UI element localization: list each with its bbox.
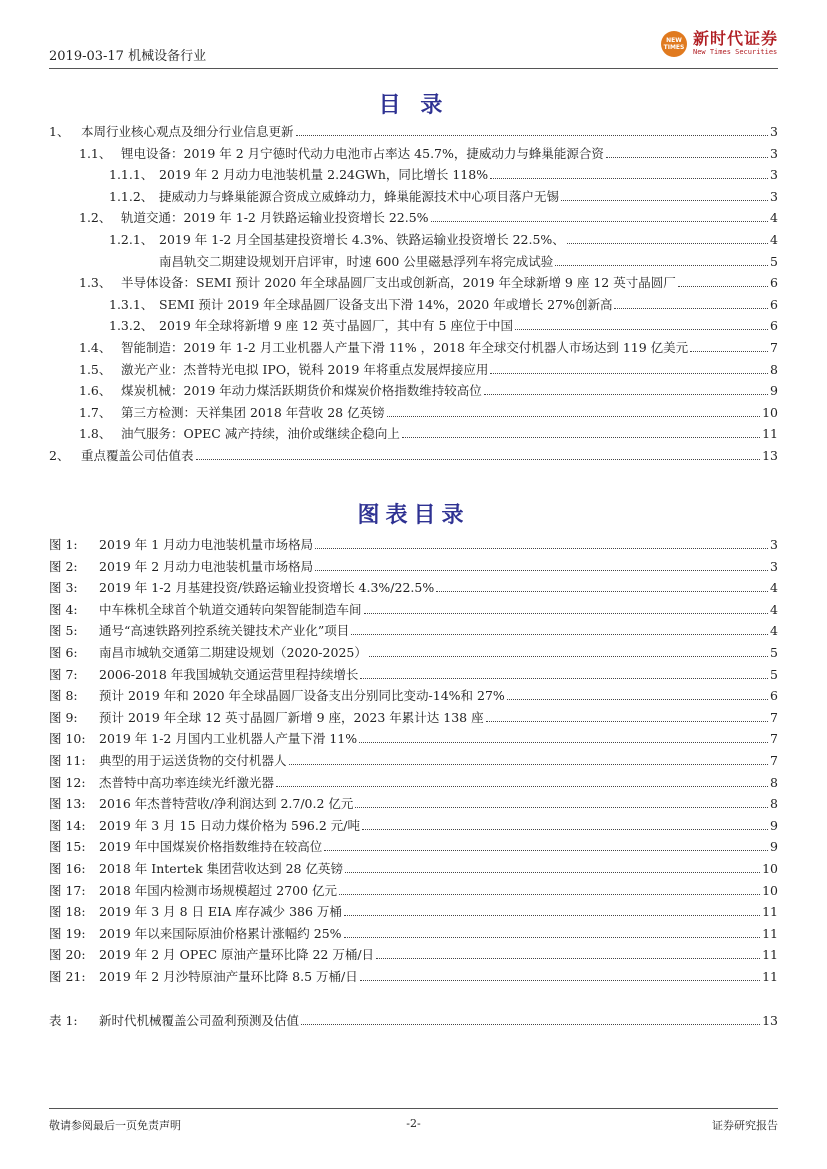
toc-entry-number: 1.6、 <box>79 383 112 399</box>
figure-entry-title: 2019 年以来国际原油价格累计涨幅约 25% <box>99 925 342 941</box>
toc-entry-number: 1.3、 <box>79 275 112 291</box>
toc-entry-page: 8 <box>770 361 778 377</box>
toc-entry[interactable] <box>49 187 778 207</box>
figure-entry-page: 4 <box>770 580 778 596</box>
figure-entry-page: 11 <box>762 947 778 963</box>
figure-entry-number: 图 14: <box>49 817 86 833</box>
toc-entry-title: 油气服务：OPEC 减产持续，油价或继续企稳向上 <box>121 426 400 442</box>
dot-leader <box>555 265 768 266</box>
dot-leader <box>344 937 761 938</box>
table-entry[interactable] <box>49 1011 778 1031</box>
figure-entry[interactable] <box>49 902 778 922</box>
figure-entry-page: 5 <box>770 645 778 660</box>
toc-entry[interactable] <box>49 424 778 444</box>
dot-leader <box>359 742 768 743</box>
figure-entry-number: 图 9: <box>49 709 78 725</box>
figure-entry[interactable] <box>49 924 778 944</box>
figure-entry-number: 图 21: <box>49 969 86 984</box>
figure-entry-title: 2019 年 1-2 月国内工业机器人产量下滑 11% <box>99 731 358 747</box>
toc-entry[interactable] <box>49 381 778 401</box>
toc-entry-page: 6 <box>770 318 778 334</box>
footer-disclaimer-note: 敬请参阅最后一页免责声明 <box>49 1119 181 1132</box>
toc-entry[interactable] <box>49 403 778 423</box>
toc-entry[interactable] <box>49 446 778 466</box>
toc-entry-title: 2019 年全球将新增 9 座 12 英寸晶圆厂，其中有 5 座位于中国 <box>159 318 513 334</box>
figure-entry-title: 2019 年 2 月动力电池装机量市场格局 <box>99 558 314 574</box>
dot-leader <box>484 394 768 395</box>
figure-entry-page: 5 <box>770 666 778 682</box>
toc-title: 目 录 <box>378 92 449 118</box>
figure-entry-title: 2019 年 2 月沙特原油产量环比降 8.5 万桶/日 <box>99 969 358 984</box>
figure-entry[interactable] <box>49 773 778 793</box>
figure-entry-number: 图 18: <box>49 904 86 920</box>
toc-entry-title: 轨道交通：2019 年 1-2 月铁路运输业投资增长 22.5% <box>121 210 429 226</box>
logo-english-name: New Times Securities <box>692 48 778 56</box>
toc-entry-number: 1.2.1、 <box>109 232 154 247</box>
figure-entry-title: 杰普特中高功率连续光纤激光器 <box>99 774 275 790</box>
toc-entry-page: 9 <box>770 383 778 399</box>
toc-entry-number: 1.7、 <box>79 404 112 420</box>
page-header <box>49 30 778 69</box>
dot-leader <box>614 308 768 309</box>
toc-entry-page: 6 <box>770 296 778 312</box>
page-footer <box>49 1108 778 1132</box>
figure-entry-page: 4 <box>770 601 778 617</box>
company-logo <box>661 30 778 57</box>
dot-leader <box>678 286 768 287</box>
figure-entry-number: 图 8: <box>49 688 78 704</box>
dot-leader <box>345 872 760 873</box>
figure-entry[interactable] <box>49 816 778 836</box>
toc-entry-number: 1.3.2、 <box>109 318 154 334</box>
figure-entry[interactable] <box>49 643 778 663</box>
toc-entry-title: 本周行业核心观点及细分行业信息更新 <box>81 124 294 139</box>
dot-leader <box>369 656 768 657</box>
toc-entry-page: 3 <box>770 188 778 204</box>
toc-entry-number: 1.8、 <box>79 426 112 442</box>
toc-entry[interactable] <box>49 316 778 336</box>
figure-entry-title: 2006-2018 年我国城轨交通运营里程持续增长 <box>99 666 359 682</box>
dot-leader <box>387 416 760 417</box>
toc-entry-page: 10 <box>762 404 778 420</box>
figures-toc-title: 图表目录 <box>357 502 470 528</box>
toc-entry[interactable] <box>49 122 778 142</box>
toc-entry-number: 1.1.2、 <box>109 188 154 204</box>
figure-entry-page: 10 <box>762 882 778 898</box>
toc-entry[interactable] <box>49 208 778 228</box>
dot-leader <box>276 786 768 787</box>
figure-entry-title: 2019 年 1 月动力电池装机量市场格局 <box>99 537 314 552</box>
figure-entry-page: 11 <box>762 904 778 920</box>
figure-entry[interactable] <box>49 794 778 814</box>
figure-entry-page: 4 <box>770 623 778 639</box>
figure-entry[interactable] <box>49 945 778 965</box>
dot-leader <box>364 613 769 614</box>
dot-leader <box>606 157 768 158</box>
figure-entry-page: 11 <box>762 925 778 941</box>
toc-entry-number: 1.1.1、 <box>109 167 154 183</box>
figure-entry[interactable] <box>49 665 778 685</box>
logo-chinese-name: 新时代证券 <box>692 29 778 48</box>
toc-entry-page: 3 <box>770 124 778 139</box>
dot-leader <box>351 634 768 635</box>
figure-entry-title: 2016 年杰普特营收/净利润达到 2.7/0.2 亿元 <box>99 796 354 812</box>
figure-entry-title: 2018 年 Intertek 集团营收达到 28 亿英镑 <box>99 861 343 876</box>
figure-entry-page: 11 <box>762 969 778 984</box>
dot-leader <box>690 351 768 352</box>
toc-entry[interactable] <box>49 144 778 164</box>
figure-entry-number: 图 13: <box>49 796 86 812</box>
toc-entry-title: 煤炭机械：2019 年动力煤活跃期货价和煤炭价格指数维持较高位 <box>121 383 482 399</box>
dot-leader <box>355 807 768 808</box>
toc-entry[interactable] <box>49 273 778 293</box>
figure-entry-number: 图 10: <box>49 731 86 747</box>
figure-entry[interactable] <box>49 859 778 879</box>
figure-entry-page: 8 <box>770 796 778 812</box>
table-entry-title: 新时代机械覆盖公司盈利预测及估值 <box>99 1013 300 1028</box>
figure-entry-number: 图 3: <box>49 580 78 596</box>
figure-entry-title: 2018 年国内检测市场规模超过 2700 亿元 <box>99 882 338 898</box>
dot-leader <box>315 570 768 571</box>
dot-leader <box>289 764 769 765</box>
figure-entry-page: 9 <box>770 839 778 855</box>
figure-entry[interactable] <box>49 600 778 620</box>
toc-entry-page: 3 <box>770 145 778 161</box>
figure-entry-number: 图 17: <box>49 882 86 898</box>
toc-entry-page: 7 <box>770 340 778 355</box>
toc-entry-number: 1.4、 <box>79 340 112 355</box>
toc-entry-title: 2019 年 1-2 月全国基建投资增长 4.3%、铁路运输业投资增长 22.5%、 <box>159 232 565 247</box>
toc-entry-number: 1.1、 <box>79 145 112 161</box>
figure-entry[interactable] <box>49 751 778 771</box>
figure-entry[interactable] <box>49 686 778 706</box>
dot-leader <box>360 678 768 679</box>
figure-entry-title: 2019 年中国煤炭价格指数维持在较高位 <box>99 839 323 855</box>
figure-entry-page: 6 <box>770 688 778 704</box>
dot-leader <box>339 894 760 895</box>
figure-entry-number: 图 11: <box>49 753 86 768</box>
figure-entry-page: 8 <box>770 774 778 790</box>
dot-leader <box>376 958 760 959</box>
toc-entry-title: 半导体设备：SEMI 预计 2020 年全球晶圆厂支出或创新高，2019 年全球新增 9 座 12 英寸晶圆厂 <box>121 275 676 291</box>
toc-entry[interactable] <box>49 230 778 250</box>
toc-entry-page: 4 <box>770 210 778 226</box>
figure-entry-page: 3 <box>770 537 778 552</box>
figure-entry-title: 预计 2019 年和 2020 年全球晶圆厂设备支出分别同比变动-14%和 27% <box>99 688 505 704</box>
toc-entry-number: 1.5、 <box>79 361 112 377</box>
figure-entry-title: 南昌市城轨交通第二期建设规划（2020-2025） <box>99 645 367 660</box>
toc-entry-title: 2019 年 2 月动力电池装机量 2.24GWh，同比增长 118% <box>159 167 489 183</box>
figure-entry-number: 图 19: <box>49 925 86 941</box>
toc-entry-number: 2、 <box>49 448 70 463</box>
toc-entry[interactable] <box>49 252 778 272</box>
table-entry-page: 13 <box>762 1013 778 1028</box>
toc-entry-title: 重点覆盖公司估值表 <box>81 448 194 463</box>
figure-entry-title: 2019 年 2 月 OPEC 原油产量环比降 22 万桶/日 <box>99 947 375 963</box>
figure-entry[interactable] <box>49 578 778 598</box>
dot-leader <box>507 699 768 700</box>
dot-leader <box>436 591 768 592</box>
toc-entry-number: 1、 <box>49 124 70 139</box>
dot-leader <box>315 548 768 549</box>
figure-entry-title: 典型的用于运送货物的交付机器人 <box>99 753 287 768</box>
figure-entry[interactable] <box>49 621 778 641</box>
figure-entry-number: 图 4: <box>49 601 78 617</box>
toc-entry[interactable] <box>49 338 778 358</box>
figure-entry[interactable] <box>49 837 778 857</box>
figure-entry-title: 2019 年 3 月 8 日 EIA 库存减少 386 万桶 <box>99 904 342 920</box>
dot-leader <box>561 200 768 201</box>
toc-entry-title: 南昌轨交二期建设规划开启评审，时速 600 公里磁悬浮列车将完成试验 <box>159 253 554 269</box>
table-entry-number: 表 1: <box>49 1013 78 1028</box>
toc-entry-number: 1.3.1、 <box>109 296 154 312</box>
figure-entry-page: 7 <box>770 753 778 768</box>
figure-entry-number: 图 12: <box>49 774 86 790</box>
figure-entry-title: 预计 2019 年全球 12 英寸晶圆厂新增 9 座，2023 年累计达 138 座 <box>99 709 484 725</box>
figure-entry-page: 3 <box>770 558 778 574</box>
figure-entry[interactable] <box>49 729 778 749</box>
toc-entry-page: 3 <box>770 167 778 183</box>
dot-leader <box>515 329 768 330</box>
figure-entry-title: 2019 年 3 月 15 日动力煤价格为 596.2 元/吨 <box>99 817 360 833</box>
toc-entry-title: 智能制造：2019 年 1-2 月工业机器人产量下滑 11% ，2018 年全球交付机器人市场达到 119 亿美元 <box>121 340 689 355</box>
toc-entry-title: SEMI 预计 2019 年全球晶圆厂设备支出下滑 14%，2020 年或增长 27%创新高 <box>159 296 613 312</box>
toc-entry-title: 捷威动力与蜂巢能源合资成立威蜂动力，蜂巢能源技术中心项目落户无锡 <box>159 188 560 204</box>
toc-entry-page: 6 <box>770 275 778 291</box>
toc-entry-page: 4 <box>770 232 778 247</box>
toc-entry-page: 11 <box>762 426 778 442</box>
dot-leader <box>196 459 761 460</box>
figure-entry-number: 图 20: <box>49 947 86 963</box>
dot-leader <box>296 135 769 136</box>
figure-entry-number: 图 1: <box>49 537 78 552</box>
figure-entry[interactable] <box>49 535 778 555</box>
dot-leader <box>362 829 768 830</box>
figure-entry-number: 图 5: <box>49 623 78 639</box>
figure-entry[interactable] <box>49 967 778 987</box>
dot-leader <box>360 980 760 981</box>
dot-leader <box>431 221 769 222</box>
dot-leader <box>402 437 760 438</box>
dot-leader <box>490 178 768 179</box>
footer-page-number: -2- <box>406 1117 421 1130</box>
figure-entry-title: 通号“高速铁路列控系统关键技术产业化”项目 <box>99 623 350 639</box>
toc-entry-page: 5 <box>770 253 778 269</box>
toc-entry-title: 激光产业：杰普特光电拟 IPO，锐科 2019 年将重点发展焊接应用 <box>121 361 489 377</box>
figure-entry-title: 2019 年 1-2 月基建投资/铁路运输业投资增长 4.3%/22.5% <box>99 580 435 596</box>
toc-entry-number: 1.2、 <box>79 210 112 226</box>
figure-entry-page: 7 <box>770 709 778 725</box>
figure-entry-page: 10 <box>762 861 778 876</box>
figure-entry-page: 9 <box>770 817 778 833</box>
dot-leader <box>490 373 768 374</box>
footer-report-type: 证券研究报告 <box>712 1119 778 1132</box>
dot-leader <box>486 721 768 722</box>
figure-entry-number: 图 16: <box>49 861 86 876</box>
figure-entry[interactable] <box>49 881 778 901</box>
figure-entry-title: 中车株机全球首个轨道交通转向架智能制造车间 <box>99 601 362 617</box>
toc-entry[interactable] <box>49 295 778 315</box>
figure-entry-page: 7 <box>770 731 778 747</box>
figure-entry[interactable] <box>49 708 778 728</box>
figure-entry[interactable] <box>49 557 778 577</box>
header-date-industry: 2019-03-17 机械设备行业 <box>49 49 207 64</box>
figure-entry-number: 图 7: <box>49 666 78 682</box>
toc-entry-title: 锂电设备：2019 年 2 月宁德时代动力电池市占率达 45.7%，捷威动力与蜂巢能源合资 <box>121 145 604 161</box>
figure-entry-number: 图 15: <box>49 839 86 855</box>
dot-leader <box>567 243 768 244</box>
dot-leader <box>324 850 768 851</box>
figure-entry-number: 图 2: <box>49 558 78 574</box>
dot-leader <box>301 1024 760 1025</box>
logo-badge-icon: NEW TIMES <box>661 31 687 57</box>
toc-entry[interactable] <box>49 165 778 185</box>
figure-entry-number: 图 6: <box>49 645 78 660</box>
toc-entry[interactable] <box>49 360 778 380</box>
toc-entry-title: 第三方检测：天祥集团 2018 年营收 28 亿英镑 <box>121 404 385 420</box>
dot-leader <box>344 915 760 916</box>
toc-entry-page: 13 <box>762 448 778 463</box>
